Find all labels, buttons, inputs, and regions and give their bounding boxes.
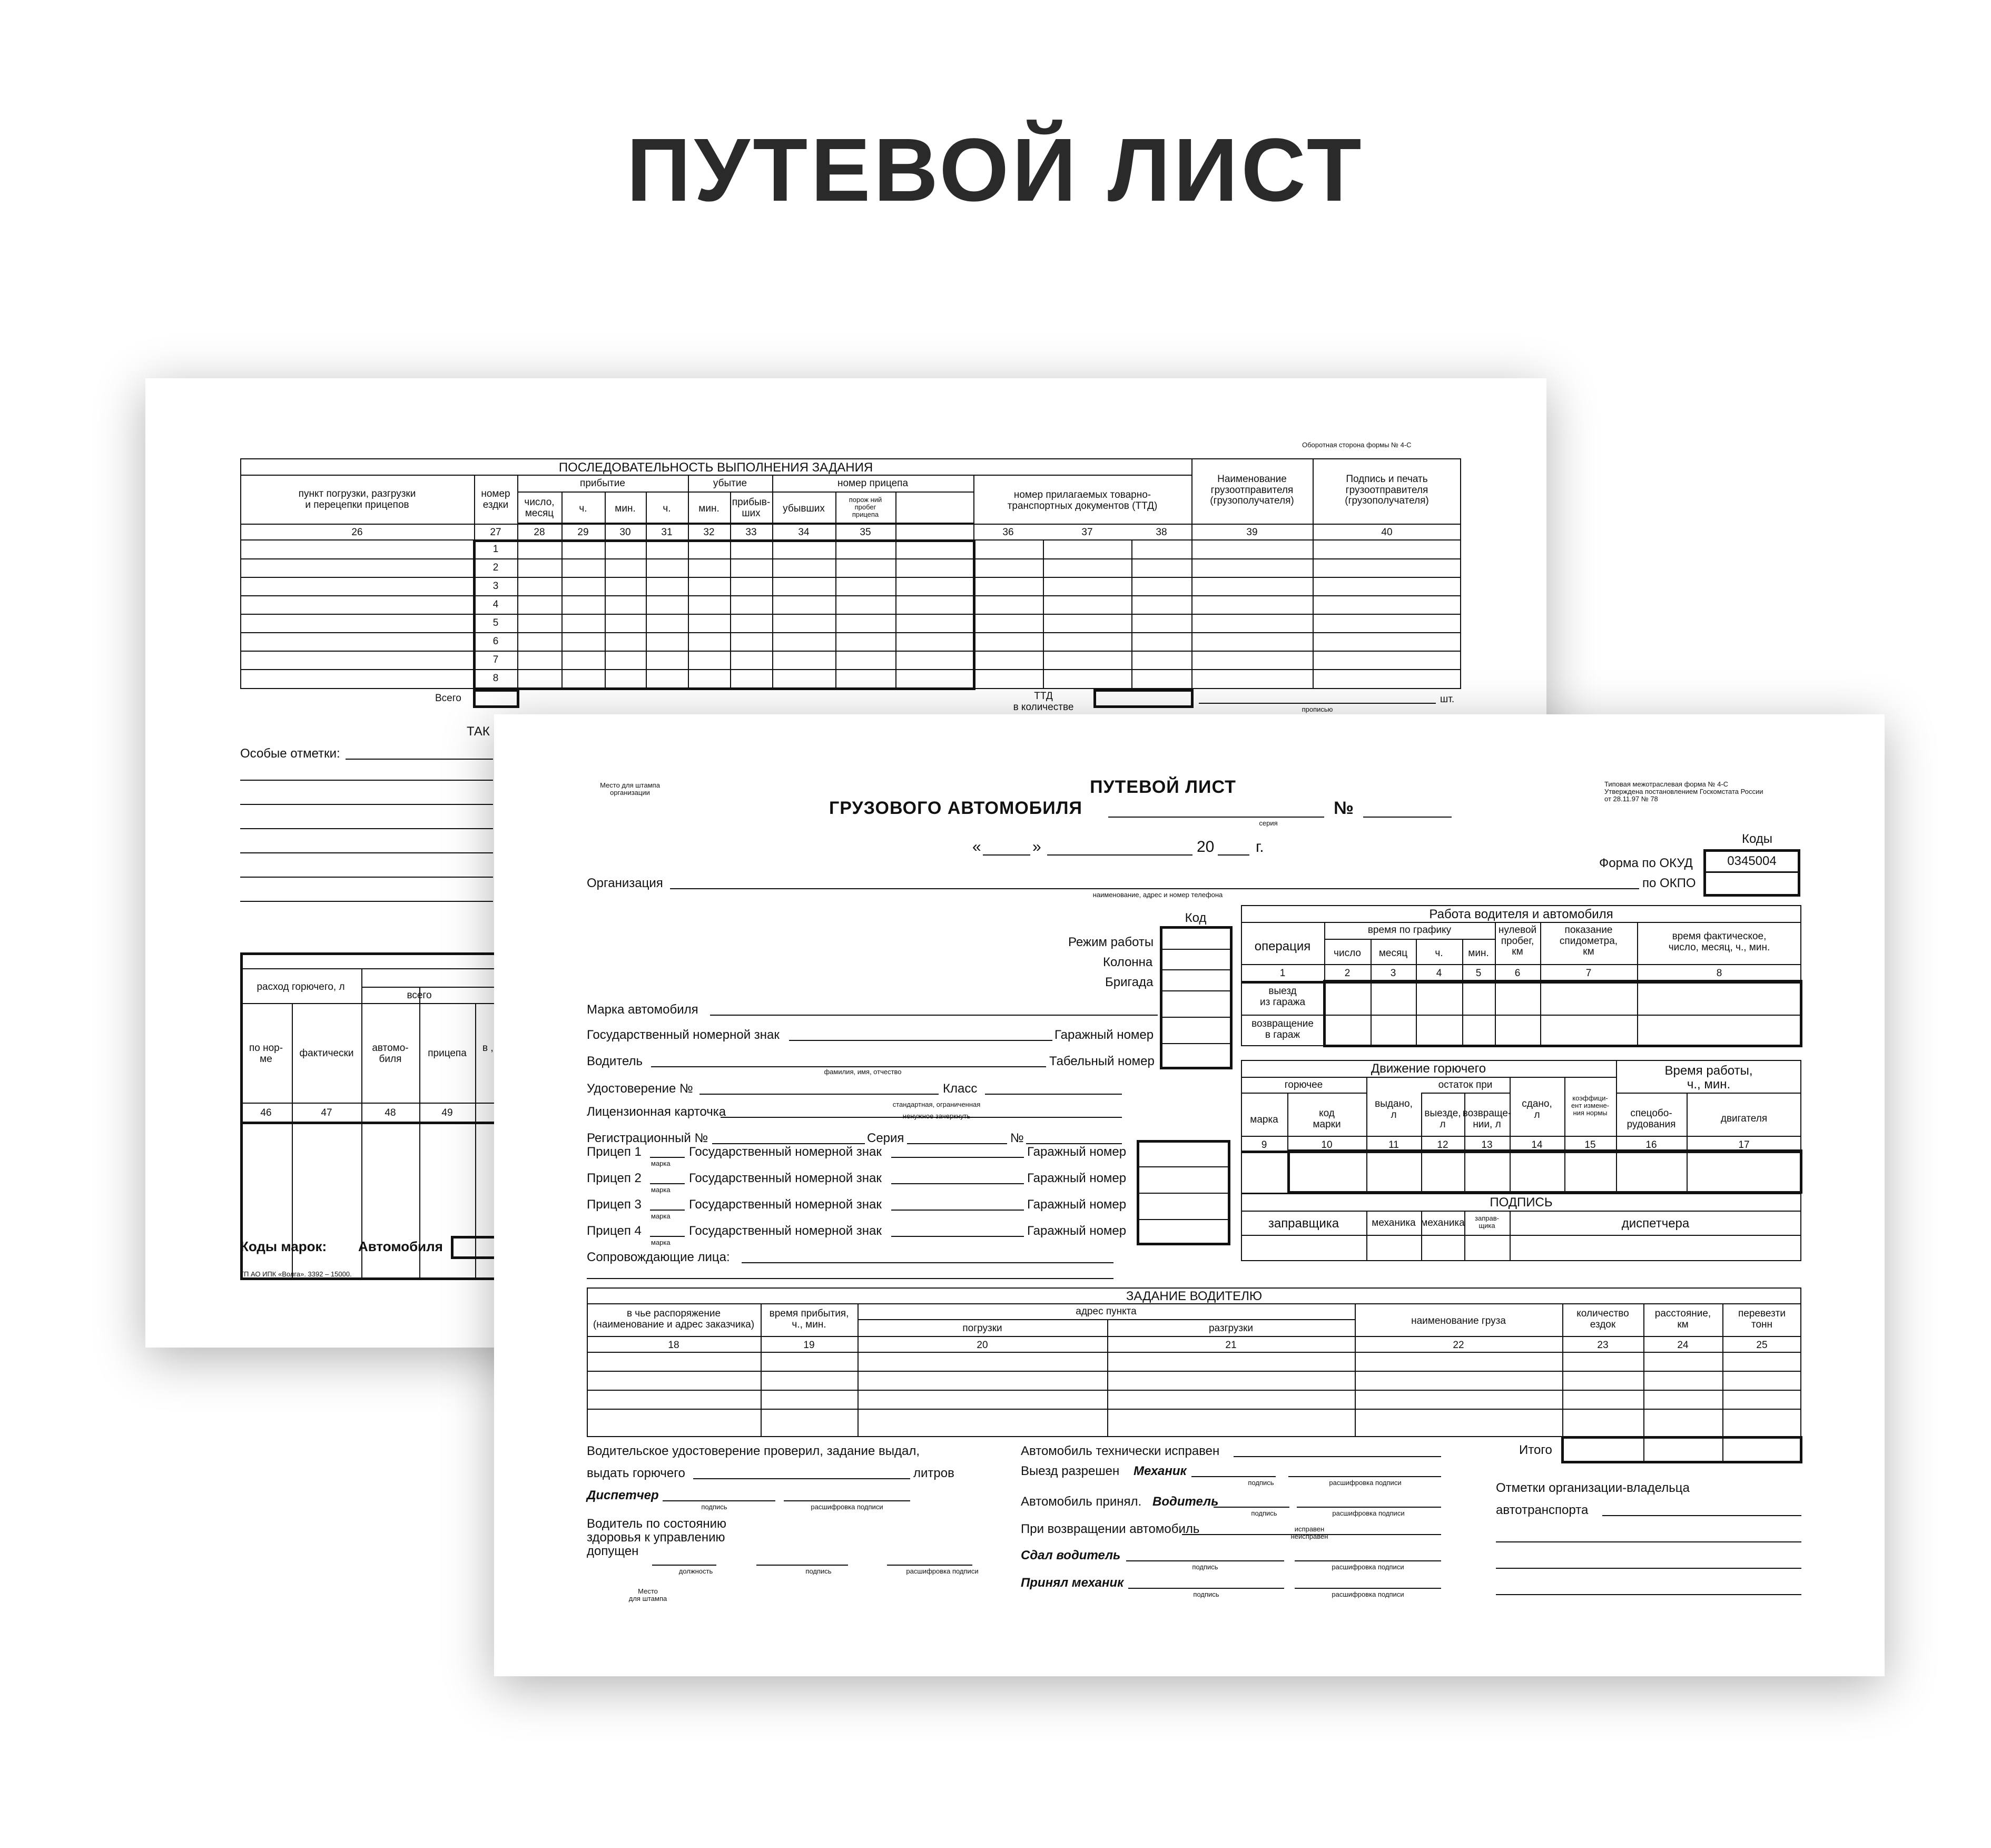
arriving-header: прибыв- ших <box>732 497 771 519</box>
year-prefix: 20 <box>1197 838 1215 856</box>
fuel-col-number: 16 <box>1645 1139 1657 1151</box>
work-times-highlight <box>1323 980 1802 1047</box>
trailer-4-label: Прицеп 4 <box>587 1224 642 1238</box>
point-header: пункт погрузки, разгрузки и перецепки прицепов <box>298 488 416 510</box>
taxation-label: ТАК <box>467 724 490 739</box>
fuel-amount-line[interactable] <box>693 1466 910 1479</box>
col-number: 39 <box>1246 527 1258 538</box>
fuel-title: Движение горючего <box>1371 1061 1486 1076</box>
trip-row-number: 8 <box>492 673 499 684</box>
accepted-decoding-line[interactable] <box>1297 1494 1441 1508</box>
signature-hint: подпись <box>1251 1509 1277 1517</box>
registration-number-label: № <box>1010 1131 1024 1145</box>
unloading-header: разгрузки <box>1208 1323 1254 1334</box>
position-hint: должность <box>678 1567 713 1575</box>
series-hint: серия <box>1259 819 1278 827</box>
brand-code-header: код марки <box>1313 1108 1341 1130</box>
brigade-label: Бригада <box>1105 975 1154 989</box>
trailer-plate-label: Государственный номерной знак <box>689 1171 882 1185</box>
mechanic-decoding-line[interactable] <box>1295 1575 1441 1589</box>
organization-label: Организация <box>587 876 663 890</box>
task-col-number: 22 <box>1453 1340 1464 1351</box>
special-equipment-header: спецобо- рудования <box>1627 1108 1676 1130</box>
class-label: Класс <box>943 1082 978 1096</box>
registration-number-line[interactable] <box>1026 1131 1122 1144</box>
work-col-number: 7 <box>1585 968 1592 979</box>
fuel-col-number: 10 <box>1321 1139 1333 1151</box>
ttd-qty-label: ТТД в количестве <box>1013 691 1074 713</box>
trip-row-number: 5 <box>492 617 499 628</box>
at-exit-header: выезде, л <box>1424 1108 1461 1130</box>
trailer-brand-hint: марка <box>651 1186 671 1194</box>
task-col-number: 25 <box>1756 1340 1768 1351</box>
task-col-number: 18 <box>668 1340 679 1351</box>
driver-line[interactable] <box>651 1054 1046 1067</box>
car-accepted-label: Автомобиль принял. <box>1021 1495 1142 1509</box>
trailer-garage-label: Гаражный номер <box>1027 1197 1127 1212</box>
checked-text: Водительское удостоверение проверил, задание выдал, <box>587 1444 920 1458</box>
page-title: ПУТЕВОЙ ЛИСТ <box>626 120 1365 220</box>
liters-label: литров <box>913 1466 954 1480</box>
personnel-number-label: Табельный номер <box>1049 1054 1155 1068</box>
owner-notes-label: Отметки организации-владельца <box>1496 1481 1690 1495</box>
class-line[interactable] <box>985 1081 1122 1095</box>
fuel-col-number: 12 <box>1437 1139 1448 1151</box>
dispatcher-decoding-line[interactable] <box>784 1488 910 1501</box>
fuel-col-number: 11 <box>1388 1139 1399 1151</box>
dispatcher-label: Диспетчер <box>587 1488 659 1502</box>
engine-header: двигателя <box>1720 1113 1768 1124</box>
driver-label: Водитель <box>587 1054 643 1068</box>
quote-close: » <box>1032 838 1041 856</box>
registration-series-line[interactable] <box>907 1131 1007 1144</box>
special-notes-label: Особые отметки: <box>240 746 340 761</box>
card-hint-2: ненужное зачеркнуть <box>902 1112 971 1120</box>
health-text: Водитель по состоянию здоровья к управлению допущен <box>587 1517 727 1558</box>
health-decoding-line[interactable] <box>887 1552 972 1566</box>
fuel-trailer-header: прицепа <box>428 1048 467 1059</box>
fuel-type-header: горючее <box>1284 1079 1323 1090</box>
year-line[interactable] <box>1218 841 1249 856</box>
codes-header: Коды <box>1741 832 1773 846</box>
arrival-time-header: время прибытия, ч., мин. <box>769 1308 849 1330</box>
task-total-label: Итого <box>1519 1443 1552 1457</box>
day-month-header: число, месяц <box>524 497 555 519</box>
number-line[interactable] <box>1363 803 1452 818</box>
work-time-header: Время работы, ч., мин. <box>1664 1064 1753 1092</box>
health-position-line[interactable] <box>652 1552 716 1566</box>
car-brand-label: Марка автомобиля <box>587 1002 698 1017</box>
trips-header: количество ездок <box>1576 1308 1629 1330</box>
address-header: адрес пункта <box>1076 1306 1137 1317</box>
col-number: 33 <box>745 527 757 538</box>
mechanic-signature: механика <box>1372 1217 1416 1228</box>
trip-row-number: 3 <box>492 581 499 592</box>
tons-header: перевезти тонн <box>1738 1308 1786 1330</box>
in-words-hint: прописью <box>1302 705 1333 713</box>
fuel-car-header: автомо- биля <box>372 1043 409 1065</box>
brand-codes-label: Коды марок: <box>240 1238 327 1254</box>
fuel-brand-header: марка <box>1250 1114 1278 1125</box>
car-brand-line[interactable] <box>710 1002 1158 1016</box>
day-header: число <box>1334 948 1361 959</box>
license-label: Удостоверение № <box>587 1082 693 1096</box>
signature-hint: подпись <box>1193 1590 1219 1598</box>
hours-header: ч. <box>1435 948 1443 959</box>
decoding-hint: расшифровка подписи <box>1332 1509 1405 1517</box>
trailer-plate-label: Государственный номерной знак <box>689 1145 882 1159</box>
coef-header: коэффици- ент измене- ния нормы <box>1571 1094 1610 1117</box>
work-col-number: 2 <box>1344 968 1351 979</box>
okud-code: 0345004 <box>1727 854 1777 868</box>
work-col-number: 5 <box>1475 968 1482 979</box>
col-number: 30 <box>619 527 631 538</box>
work-col-number: 4 <box>1436 968 1442 979</box>
exit-decoding-line[interactable] <box>1288 1463 1441 1477</box>
organization-hint: наименование, адрес и номер телефона <box>1092 891 1223 899</box>
car-ok-line[interactable] <box>1234 1443 1441 1457</box>
sequence-header: ПОСЛЕДОВАТЕЛЬНОСТЬ ВЫПОЛНЕНИЯ ЗАДАНИЯ <box>558 460 873 475</box>
decoding-hint: расшифровка подписи <box>1332 1563 1404 1571</box>
arrival-header: прибытие <box>580 478 625 489</box>
registration-series-label: Серия <box>867 1131 904 1145</box>
fuel-all-header: всего <box>407 990 432 1001</box>
col-number: 40 <box>1381 527 1393 538</box>
issue-fuel-label: выдать горючего <box>587 1466 685 1480</box>
hours-header: ч. <box>579 503 587 514</box>
column-label: Колонна <box>1103 955 1153 969</box>
zero-run-header: нулевой пробег, км <box>1498 925 1537 958</box>
stamp-place-hint: Место для штампа организации <box>600 781 660 797</box>
trailer-1-label: Прицеп 1 <box>587 1145 642 1159</box>
mechanic-label: Механик <box>1134 1464 1187 1478</box>
ttd-qty-box[interactable] <box>1093 689 1194 708</box>
task-col-number: 20 <box>977 1340 988 1351</box>
owner-notes-line[interactable] <box>1602 1502 1801 1516</box>
distance-header: расстояние, км <box>1654 1308 1711 1330</box>
task-col-number: 23 <box>1597 1340 1609 1351</box>
minutes-header-2: мин. <box>698 503 719 514</box>
trailer-brand-hint: марка <box>651 1238 671 1246</box>
mechanic-signature-2: механика <box>1421 1217 1465 1228</box>
trip-row-number: 4 <box>492 599 499 610</box>
cargo-header: наименование груза <box>1411 1315 1506 1326</box>
fuel-values-highlight <box>1287 1149 1802 1194</box>
transport-label: автотранспорта <box>1496 1503 1589 1517</box>
signature-hint: подпись <box>1192 1563 1218 1571</box>
fuel-col-number: 17 <box>1738 1139 1750 1151</box>
mechanic-signature-line[interactable] <box>1128 1575 1284 1589</box>
hours-header-2: ч. <box>663 503 671 514</box>
trailer-garage-label: Гаражный номер <box>1027 1145 1127 1159</box>
handed-decoding-line[interactable] <box>1295 1548 1441 1561</box>
col-number: 35 <box>860 527 871 538</box>
task-title: ЗАДАНИЕ ВОДИТЕЛЮ <box>1126 1289 1263 1303</box>
driver-sign-label: Водитель <box>1152 1495 1219 1509</box>
registration-label: Регистрационный № <box>587 1131 708 1145</box>
trailer-garage-label: Гаражный номер <box>1027 1171 1127 1185</box>
work-title: Работа водителя и автомобиля <box>1429 907 1613 921</box>
fuel-col-number: 46 <box>260 1107 272 1118</box>
trailer-2-label: Прицеп 2 <box>587 1171 642 1185</box>
health-signature-line[interactable] <box>756 1552 848 1566</box>
trip-row-number: 7 <box>492 654 499 665</box>
trailer-no-header: номер прицепа <box>837 478 909 489</box>
col-number: 31 <box>661 527 673 538</box>
empty-run-header: порож ний пробег прицепа <box>849 496 882 519</box>
handed-driver-label: Сдал водитель <box>1021 1548 1121 1562</box>
signature-hint: подпись <box>805 1567 832 1575</box>
loading-header: погрузки <box>962 1323 1002 1334</box>
task-total-box <box>1561 1436 1802 1463</box>
col-number: 32 <box>703 527 715 538</box>
trip-row-number: 6 <box>492 636 499 647</box>
customer-header: в чье распоряжение (наименование и адрес заказчика) <box>593 1308 755 1330</box>
fuel-norm-header: по нор- ме <box>249 1043 283 1065</box>
task-col-number: 19 <box>803 1340 815 1351</box>
work-mode-label: Режим работы <box>1068 935 1154 949</box>
month-header: месяц <box>1378 948 1408 959</box>
registration-line[interactable] <box>712 1131 865 1144</box>
okud-label: Форма по ОКУД <box>1599 856 1693 870</box>
trip-no-header: номер ездки <box>481 488 510 510</box>
total-label: Всего <box>435 693 461 704</box>
exit-row-label: выезд из гаража <box>1259 986 1306 1008</box>
decoding-hint: расшифровка подписи <box>1332 1590 1404 1598</box>
exit-signature-line[interactable] <box>1191 1463 1276 1477</box>
form-title: ПУТЕВОЙ ЛИСТ <box>1090 777 1236 797</box>
schedule-header: время по графику <box>1367 925 1452 936</box>
actual-time-header: время фактическое, число, месяц, ч., мин. <box>1668 931 1770 953</box>
trailer-plate-label: Государственный номерной знак <box>689 1197 882 1212</box>
at-return-header: возвраще- нии, л <box>1462 1108 1512 1130</box>
printer-imprint: ГП АО ИПК «Волга». 3392 – 15000. <box>240 1270 352 1278</box>
fuel-partial-header: в , <box>482 1043 494 1054</box>
quote-open: « <box>972 838 981 856</box>
decoding-hint: расшифровка подписи <box>1329 1479 1402 1487</box>
ok-hint: исправен неисправен <box>1290 1525 1328 1541</box>
fuel-actual-header: фактически <box>299 1048 354 1059</box>
operation-header: операция <box>1254 939 1311 954</box>
month-line[interactable] <box>1047 841 1192 856</box>
issued-header: выдано, л <box>1375 1098 1413 1120</box>
signature-hint: подпись <box>1248 1479 1274 1487</box>
decoding-hint: расшифровка подписи <box>811 1503 883 1511</box>
fuel-col-number: 13 <box>1481 1139 1493 1151</box>
decoding-hint: расшифровка подписи <box>906 1567 979 1575</box>
okpo-label: по ОКПО <box>1642 876 1696 890</box>
handed-header: сдано, л <box>1522 1098 1552 1120</box>
signature-header: ПОДПИСЬ <box>1490 1195 1553 1210</box>
accepted-mechanic-label: Принял механик <box>1021 1576 1124 1590</box>
fuel-col-number: 14 <box>1531 1139 1543 1151</box>
fuel-col-number: 48 <box>385 1107 396 1118</box>
odometer-header: показание спидометра, км <box>1559 925 1618 958</box>
card-hint-1: стандартная, ограниченная <box>892 1100 981 1108</box>
waybill-front-side <box>494 714 1885 1676</box>
fueler-signature-2: заправ- щика <box>1475 1214 1499 1230</box>
pcs-label: шт. <box>1440 694 1455 705</box>
dispatcher-signature-line[interactable] <box>663 1488 775 1501</box>
col-number: 34 <box>798 527 810 538</box>
form-subtitle: ГРУЗОВОГО АВТОМОБИЛЯ <box>829 798 1082 818</box>
trailer-3-label: Прицеп 3 <box>587 1197 642 1212</box>
leaving-header: убывших <box>783 503 825 514</box>
task-col-number: 21 <box>1225 1340 1237 1351</box>
ttd-numbers-header: номер прилагаемых товарно- транспортных документов (ТТД) <box>1007 489 1158 512</box>
col-number: 28 <box>534 527 545 538</box>
minutes-header: мин. <box>1468 948 1489 959</box>
col-number: 38 <box>1156 527 1167 538</box>
dispatcher-signature: диспетчера <box>1621 1216 1690 1231</box>
state-plate-line[interactable] <box>789 1027 1052 1041</box>
year-suffix: г. <box>1256 838 1264 856</box>
fuel-col-number: 49 <box>441 1107 453 1118</box>
remain-header: остаток при <box>1438 1079 1493 1090</box>
organization-line[interactable] <box>670 876 1639 889</box>
handed-signature-line[interactable] <box>1126 1548 1284 1561</box>
code-header: Код <box>1185 911 1207 925</box>
trailer-plate-label: Государственный номерной знак <box>689 1224 882 1238</box>
total-box[interactable] <box>473 689 519 708</box>
work-col-number: 1 <box>1279 968 1286 979</box>
trip-row-number: 2 <box>492 562 499 573</box>
col-number: 26 <box>351 527 363 538</box>
number-sign: № <box>1334 798 1354 818</box>
minutes-header: мин. <box>615 503 636 514</box>
work-col-number: 3 <box>1390 968 1396 979</box>
garage-number-label: Гаражный номер <box>1054 1028 1154 1042</box>
task-col-number: 24 <box>1677 1340 1689 1351</box>
col-number: 37 <box>1081 527 1093 538</box>
work-col-number: 6 <box>1514 968 1521 979</box>
form-note: Оборотная сторона формы № 4-С <box>1302 441 1412 449</box>
return-row-label: возвращение в гараж <box>1251 1018 1314 1040</box>
fuel-col-number: 47 <box>321 1107 332 1118</box>
signature-hint: подпись <box>701 1503 727 1511</box>
col-number: 36 <box>1002 527 1014 538</box>
fueler-signature: заправщика <box>1268 1216 1339 1231</box>
trip-row-number: 1 <box>492 544 499 555</box>
fuel-consumption-header: расход горючего, л <box>257 981 345 992</box>
departure-header: убытие <box>713 478 747 489</box>
ttd-words-line[interactable] <box>1199 692 1436 704</box>
accepted-signature-line[interactable] <box>1214 1494 1289 1508</box>
car-ok-label: Автомобиль технически исправен <box>1021 1444 1220 1458</box>
fuel-col-number: 9 <box>1261 1139 1267 1151</box>
exit-allowed-label: Выезд разрешен <box>1021 1464 1120 1478</box>
on-return-label: При возвращении автомобиль <box>1021 1522 1200 1536</box>
shipper-header: Наименование грузоотправителя (грузополучателя) <box>1210 474 1294 507</box>
trailer-brand-hint: марка <box>651 1159 671 1167</box>
license-line[interactable] <box>699 1081 939 1095</box>
col-number: 27 <box>490 527 501 538</box>
fuel-col-number: 15 <box>1584 1139 1596 1151</box>
col-number: 29 <box>577 527 589 538</box>
escort-label: Сопровождающие лица: <box>587 1250 730 1264</box>
series-line[interactable] <box>1108 803 1324 818</box>
trailer-brand-hint: марка <box>651 1212 671 1220</box>
signature-header: Подпись и печать грузоотправителя (грузополучателя) <box>1345 474 1429 507</box>
code-column-box <box>1160 926 1233 1069</box>
state-plate-label: Государственный номерной знак <box>587 1028 780 1042</box>
trip-block-highlight <box>473 539 975 690</box>
escort-line[interactable] <box>742 1250 1113 1263</box>
license-card-label: Лицензионная карточка <box>587 1105 726 1119</box>
driver-hint: фамилия, имя, отчество <box>824 1068 902 1076</box>
approval-note: Типовая межотраслевая форма № 4-С Утверждена постановлением Госкомстата России от 28.11.97 № 78 <box>1604 780 1763 803</box>
day-line[interactable] <box>983 841 1030 856</box>
stamp-hint: Место для штампа <box>628 1587 667 1603</box>
work-col-number: 8 <box>1716 968 1722 979</box>
trailer-garage-label: Гаражный номер <box>1027 1224 1127 1238</box>
car-label: Автомобиля <box>358 1238 443 1254</box>
